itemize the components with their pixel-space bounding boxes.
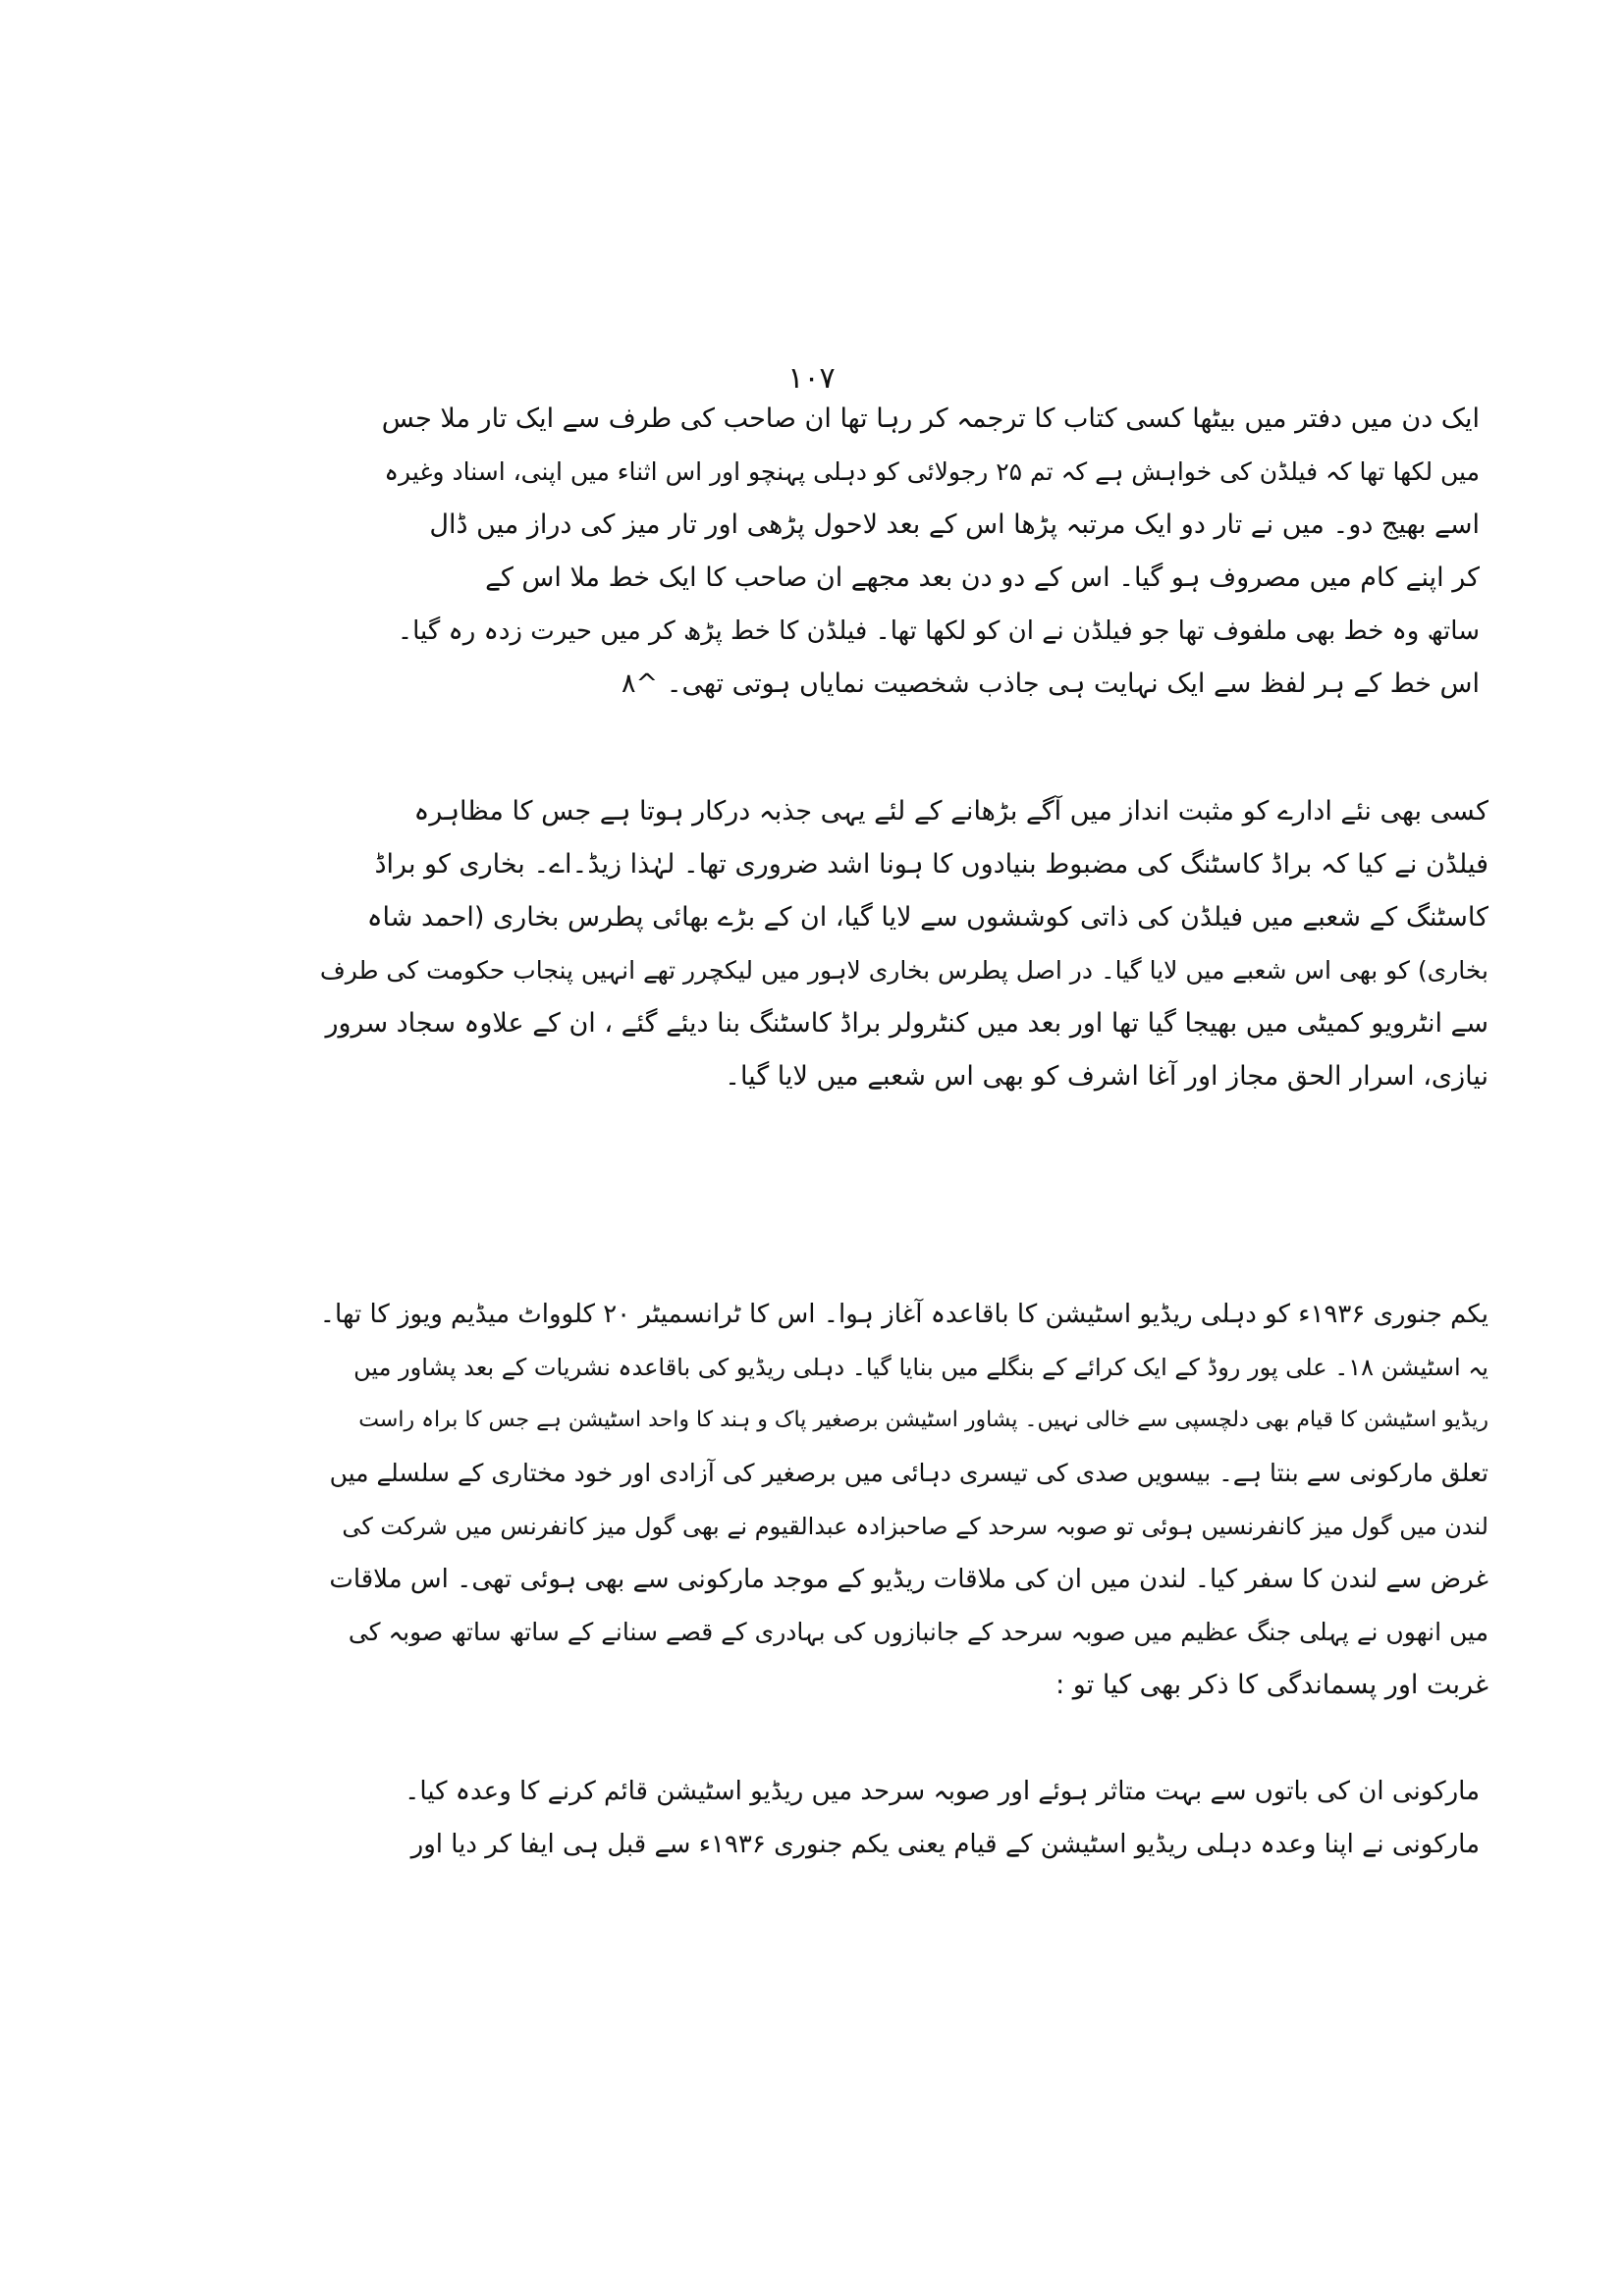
text-line: ساتھ وہ خط بھی ملفوف تھا جو فیلڈن نے ان کو لکھا تھا۔ فیلڈن کا خط پڑھ کر میں حیرت زدہ رہ گیا۔	[397, 616, 1480, 646]
text-line: مارکونی نے اپنا وعدہ دہلی ریڈیو اسٹیشن کے قیام یعنی یکم جنوری ۱۹۳۶ء سے قبل ہی ایفا کر دیا اور	[410, 1830, 1480, 1859]
text-line: میں انھوں نے پہلی جنگ عظیم میں صوبہ سرحد کے جانبازوں کی بہادری کے قصے سنانے کے ساتھ ساتھ صوبہ کی	[348, 1618, 1488, 1646]
text-line: مارکونی ان کی باتوں سے بہت متاثر ہوئے اور صوبہ سرحد میں ریڈیو اسٹیشن قائم کرنے کا وعدہ کیا۔	[405, 1777, 1480, 1806]
paragraph-delhi-station	[314, 1288, 1488, 1712]
text-line: کسی بھی نئے ادارے کو مثبت انداز میں آگے بڑھانے کے لئے یہی جذبہ درکار ہوتا ہے جس کا مظاہرہ	[413, 796, 1488, 827]
text-line: کر اپنے کام میں مصروف ہو گیا۔ اس کے دو دن بعد مجھے ان صاحب کا ایک خط ملا اس کے	[485, 562, 1480, 593]
text-line: سے انٹرویو کمیٹی میں بھیجا گیا تھا اور بعد میں کنٹرولر براڈ کاسٹنگ بنا دیئے گئے ، ان کے علاوہ سجاد سرور	[325, 1008, 1488, 1039]
text-line: یکم جنوری ۱۹۳۶ء کو دہلی ریڈیو اسٹیشن کا باقاعدہ آغاز ہوا۔ اس کا ٹرانسمیٹر ۲۰ کلوواٹ میڈیم ویوز کا تھا۔	[319, 1300, 1488, 1329]
text-line: میں لکھا تھا کہ فیلڈن کی خواہش ہے کہ تم ۲۵ رجولائی کو دہلی پہنچو اور اس اثناء میں اپنی، اسناد وغیرہ	[384, 457, 1480, 486]
text-line: بخاری) کو بھی اس شعبے میں لایا گیا۔ در اصل پطرس بخاری لاہور میں لیکچرر تھے انہیں پنجاب حکومت کی طرف	[319, 956, 1488, 985]
text-line: اس خط کے ہر لفظ سے ایک نہایت ہی جاذب شخصیت نمایاں ہوتی تھی۔ ^۸	[622, 668, 1480, 699]
text-line: اسے بھیج دو۔ میں نے تار دو ایک مرتبہ پڑھا اس کے بعد لاحول پڑھی اور تار میز کی دراز میں ڈال	[429, 509, 1480, 540]
text-line: فیلڈن نے کیا کہ براڈ کاسٹنگ کی مضبوط بنیادوں کا ہونا اشد ضروری تھا۔ لہٰذا زیڈ۔اے۔ بخاری کو براڈ	[374, 849, 1488, 880]
text-line: تعلق مارکونی سے بنتا ہے۔ بیسویں صدی کی تیسری دہائی میں برصغیر کی آزادی اور خود مختاری کے سلسلے میں	[329, 1459, 1488, 1487]
text-line: ریڈیو اسٹیشن کا قیام بھی دلچسپی سے خالی نہیں۔ پشاور اسٹیشن برصغیر پاک و ہند کا واحد اسٹیشن ہے جس کا براہ راست	[358, 1408, 1488, 1432]
text-line: نیازی، اسرار الحق مجاز اور آغا اشرف کو بھی اس شعبے میں لایا گیا۔	[725, 1061, 1488, 1092]
text-line: غرض سے لندن کا سفر کیا۔ لندن میں ان کی ملاقات ریڈیو کے موجد مارکونی سے بھی ہوئی تھی۔ اس ملاقات	[329, 1565, 1488, 1594]
page-number: ۱۰۷	[787, 361, 836, 396]
text-line: لندن میں گول میز کانفرنسیں ہوئی تو صوبہ سرحد کے صاحبزادہ عبدالقیوم نے بھی گول میز کانفرنس میں شرکت کی	[342, 1513, 1488, 1540]
paragraph-broadcasting-staff	[314, 785, 1488, 1103]
quote-block-marconi	[375, 1765, 1480, 1871]
text-line: یہ اسٹیشن ۱۸۔ علی پور روڈ کے ایک کرائے کے بنگلے میں بنایا گیا۔ دہلی ریڈیو کی باقاعدہ نشریات کے بعد پشاور میں	[353, 1354, 1488, 1381]
quote-block-fielden-letter	[375, 393, 1480, 711]
text-line: کاسٹنگ کے شعبے میں فیلڈن کی ذاتی کوششوں سے لایا گیا، ان کے بڑے بھائی پطرس بخاری (احمد شاہ	[366, 902, 1488, 933]
text-line: ایک دن میں دفتر میں بیٹھا کسی کتاب کا ترجمہ کر رہا تھا ان صاحب کی طرف سے ایک تار ملا جس	[381, 403, 1480, 434]
text-line: غربت اور پسماندگی کا ذکر بھی کیا تو :	[1055, 1670, 1488, 1700]
